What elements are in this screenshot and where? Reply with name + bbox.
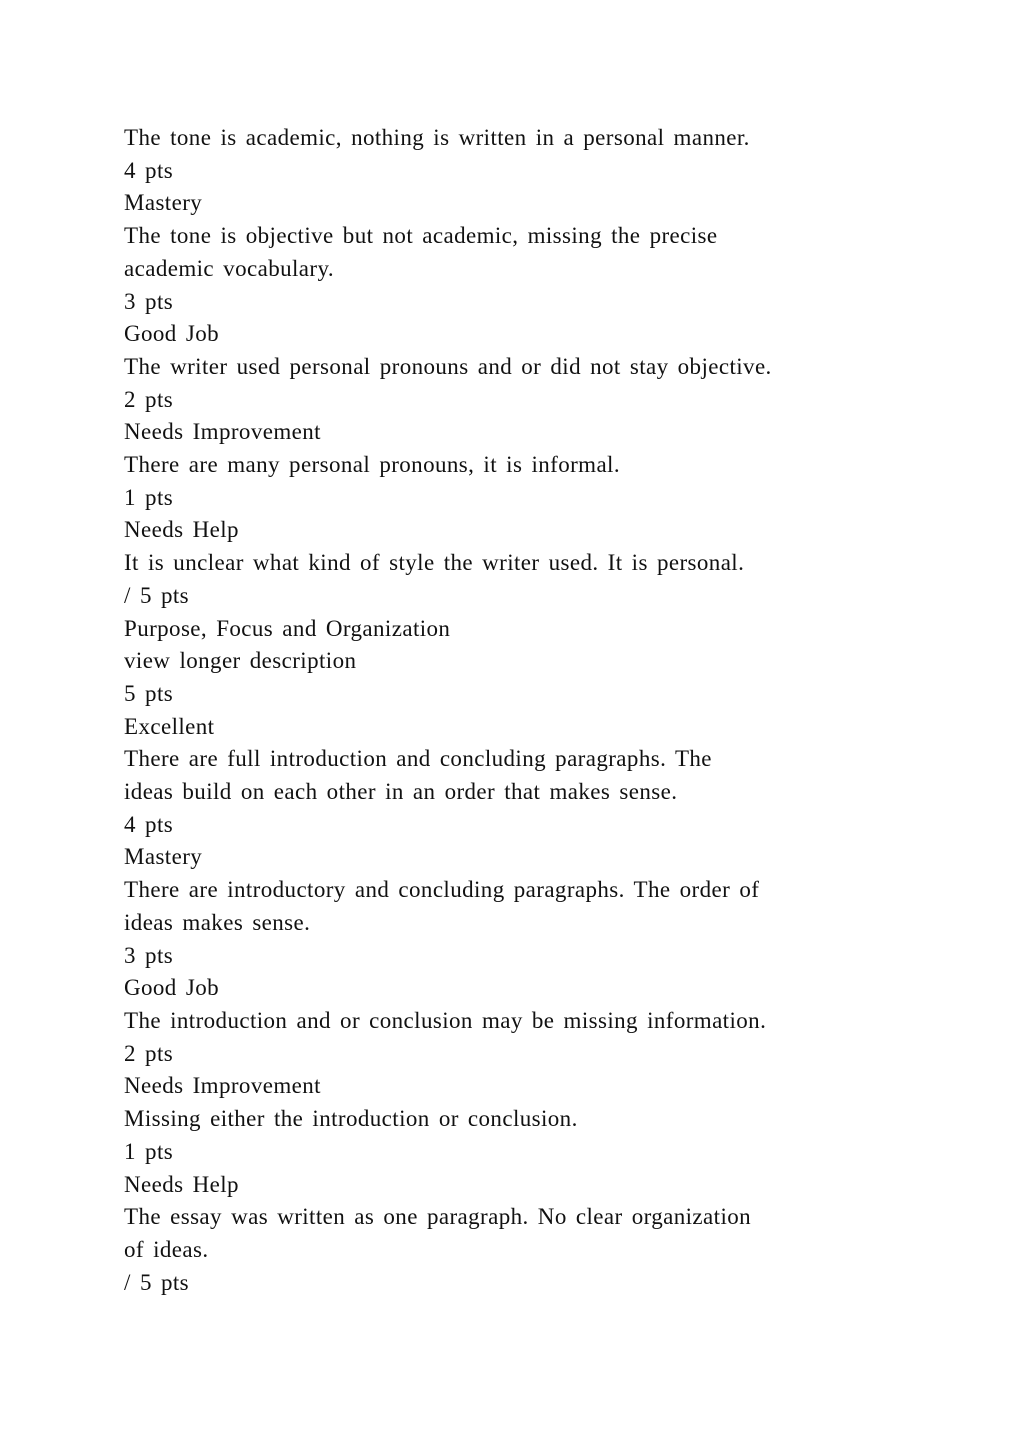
rating-points: 4 pts: [124, 811, 174, 837]
rating-label: Good Job: [124, 321, 220, 347]
criterion-description: The tone is academic, nothing is written in a personal manner.: [124, 125, 750, 150]
rating-description: The introduction and or conclusion may be missing information.: [124, 1007, 767, 1033]
rating-label: Excellent: [124, 713, 215, 739]
rating-label: Needs Improvement: [124, 419, 321, 445]
rating-label: Needs Help: [124, 1171, 239, 1197]
criterion-total-points: / 5 pts: [124, 582, 190, 608]
rating-description: The writer used personal pronouns and or did not stay objective.: [124, 353, 772, 379]
rating-description: of ideas.: [124, 1236, 209, 1262]
rating-description: There are many personal pronouns, it is informal.: [124, 452, 620, 478]
rating-description: There are introductory and concluding paragraphs. The order of: [124, 877, 760, 903]
view-longer-description-link[interactable]: view longer description: [124, 648, 357, 674]
rating-description: The essay was written as one paragraph. No clear organization: [124, 1204, 752, 1230]
rating-points: 2 pts: [124, 386, 174, 412]
rating-description: ideas makes sense.: [124, 909, 311, 935]
criterion-total-points: / 5 pts: [124, 1269, 190, 1295]
rating-label: Mastery: [124, 844, 203, 870]
criterion-title: Purpose, Focus and Organization: [124, 615, 451, 641]
rating-points: 2 pts: [124, 1040, 174, 1066]
rating-description: academic vocabulary.: [124, 255, 335, 281]
rating-description: The tone is objective but not academic, missing the precise: [124, 223, 718, 249]
rating-description: It is unclear what kind of style the writer used. It is personal.: [124, 550, 745, 576]
rating-description: There are full introduction and concluding paragraphs. The: [124, 746, 712, 772]
rating-points: 3 pts: [124, 942, 174, 968]
rating-points: 1 pts: [124, 484, 174, 510]
rating-label: Good Job: [124, 975, 220, 1001]
rating-points: 5 pts: [124, 680, 174, 706]
rating-label: Needs Help: [124, 517, 239, 543]
rating-points: 1 pts: [124, 1138, 174, 1164]
rating-description: Missing either the introduction or conclusion.: [124, 1106, 578, 1132]
rating-description: ideas build on each other in an order that makes sense.: [124, 779, 678, 805]
rating-points: 3 pts: [124, 288, 174, 314]
rating-label: Mastery: [124, 190, 203, 216]
rubric-text: [124, 122, 924, 1299]
rating-label: Needs Improvement: [124, 1073, 321, 1099]
rating-points: 4 pts: [124, 157, 174, 183]
